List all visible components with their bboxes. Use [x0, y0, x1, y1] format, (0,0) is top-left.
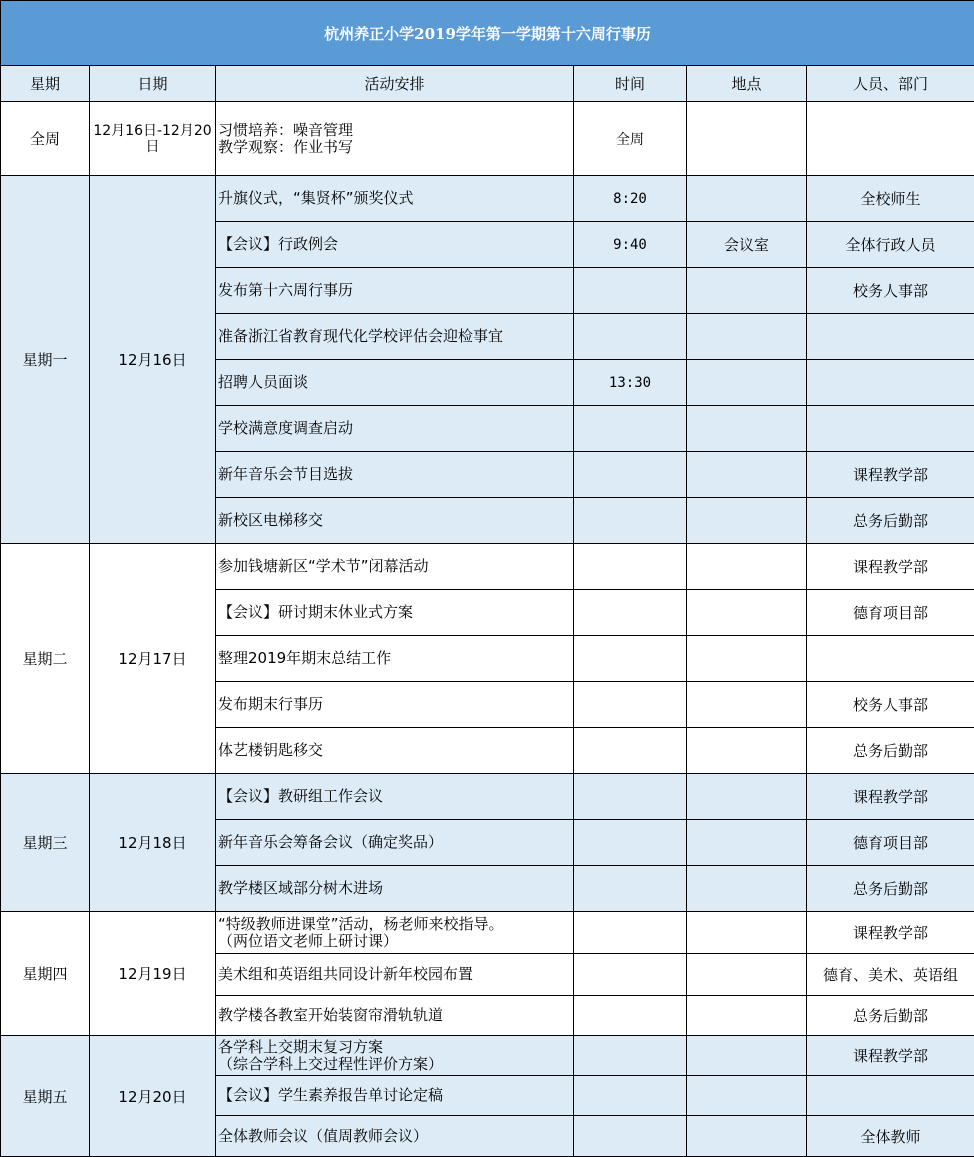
people-cell: 校务人事部 [807, 268, 974, 314]
time-cell [574, 636, 687, 682]
activity-cell: 参加钱塘新区“学术节”闭幕活动 [216, 544, 574, 590]
time-cell [574, 1116, 687, 1157]
activity-cell: 学校满意度调查启动 [216, 406, 574, 452]
place-cell [687, 912, 807, 954]
table-row [1, 774, 974, 820]
activity-cell: 美术组和英语组共同设计新年校园布置 [216, 954, 574, 996]
activity-cell: 发布第十六周行事历 [216, 268, 574, 314]
table-row [1, 912, 974, 954]
time-cell [574, 268, 687, 314]
people-cell: 课程教学部 [807, 452, 974, 498]
people-cell: 全体教师 [807, 1116, 974, 1157]
activity-cell: 习惯培养：噪音管理 教学观察：作业书写 [216, 102, 574, 176]
place-cell [687, 176, 807, 222]
people-cell: 总务后勤部 [807, 866, 974, 912]
time-cell [574, 954, 687, 996]
place-cell [687, 866, 807, 912]
date-cell: 12月16日 [90, 176, 216, 544]
activity-cell: 教学楼各教室开始装窗帘滑轨轨道 [216, 996, 574, 1036]
activity-cell: 新年音乐会筹备会议（确定奖品） [216, 820, 574, 866]
place-cell [687, 682, 807, 728]
activity-cell: 准备浙江省教育现代化学校评估会迎检事宜 [216, 314, 574, 360]
activity-cell: 【会议】学生素养报告单讨论定稿 [216, 1076, 574, 1116]
place-cell: 会议室 [687, 222, 807, 268]
activity-cell: 【会议】行政例会 [216, 222, 574, 268]
header-time: 时间 [574, 66, 687, 102]
place-cell [687, 774, 807, 820]
people-cell [807, 406, 974, 452]
people-cell: 总务后勤部 [807, 996, 974, 1036]
date-cell: 12月17日 [90, 544, 216, 774]
time-cell [574, 544, 687, 590]
place-cell [687, 728, 807, 774]
activity-cell: 体艺楼钥匙移交 [216, 728, 574, 774]
time-cell [574, 728, 687, 774]
header-date: 日期 [90, 66, 216, 102]
time-cell: 全周 [574, 102, 687, 176]
place-cell [687, 636, 807, 682]
date-cell: 12月20日 [90, 1036, 216, 1157]
people-cell: 德育项目部 [807, 590, 974, 636]
weekday-cell: 星期五 [1, 1036, 90, 1157]
time-cell [574, 498, 687, 544]
people-cell: 课程教学部 [807, 544, 974, 590]
activity-cell: 升旗仪式，“集贤杯”颁奖仪式 [216, 176, 574, 222]
people-cell: 总务后勤部 [807, 728, 974, 774]
people-cell: 课程教学部 [807, 774, 974, 820]
place-cell [687, 590, 807, 636]
place-cell [687, 544, 807, 590]
weekday-cell: 星期四 [1, 912, 90, 1036]
table-row [1, 544, 974, 590]
time-cell: 9:40 [574, 222, 687, 268]
place-cell [687, 1076, 807, 1116]
activity-cell: 【会议】研讨期末休业式方案 [216, 590, 574, 636]
activity-cell: 【会议】教研组工作会议 [216, 774, 574, 820]
activity-cell: 教学楼区域部分树木进场 [216, 866, 574, 912]
people-cell: 校务人事部 [807, 682, 974, 728]
title-row [1, 1, 974, 66]
time-cell [574, 1076, 687, 1116]
people-cell: 全校师生 [807, 176, 974, 222]
time-cell [574, 682, 687, 728]
place-cell [687, 452, 807, 498]
table-row [1, 102, 974, 176]
time-cell [574, 996, 687, 1036]
place-cell [687, 360, 807, 406]
time-cell [574, 452, 687, 498]
activity-cell: 各学科上交期末复习方案 （综合学科上交过程性评价方案） [216, 1036, 574, 1076]
date-cell: 12月19日 [90, 912, 216, 1036]
activity-cell: 整理2019年期末总结工作 [216, 636, 574, 682]
time-cell: 8:20 [574, 176, 687, 222]
activity-cell: “特级教师进课堂”活动，杨老师来校指导。 （两位语文老师上研讨课） [216, 912, 574, 954]
time-cell [574, 774, 687, 820]
activity-cell: 新年音乐会节目选拔 [216, 452, 574, 498]
page-title: 杭州养正小学2019学年第一学期第十六周行事历 [1, 1, 974, 66]
people-cell [807, 314, 974, 360]
date-cell: 12月18日 [90, 774, 216, 912]
people-cell [807, 360, 974, 406]
header-weekday: 星期 [1, 66, 90, 102]
people-cell: 德育项目部 [807, 820, 974, 866]
people-cell [807, 1076, 974, 1116]
place-cell [687, 314, 807, 360]
activity-cell: 全体教师会议（值周教师会议） [216, 1116, 574, 1157]
time-cell [574, 820, 687, 866]
place-cell [687, 954, 807, 996]
people-cell: 课程教学部 [807, 1036, 974, 1076]
weekday-cell: 星期二 [1, 544, 90, 774]
header-place: 地点 [687, 66, 807, 102]
place-cell [687, 498, 807, 544]
activity-cell: 发布期末行事历 [216, 682, 574, 728]
weekday-cell: 全周 [1, 102, 90, 176]
time-cell [574, 406, 687, 452]
activity-cell: 新校区电梯移交 [216, 498, 574, 544]
place-cell [687, 406, 807, 452]
place-cell [687, 996, 807, 1036]
weekday-cell: 星期一 [1, 176, 90, 544]
header-row [1, 66, 974, 102]
people-cell: 总务后勤部 [807, 498, 974, 544]
date-cell: 12月16日-12月20日 [90, 102, 216, 176]
people-cell: 德育、美术、英语组 [807, 954, 974, 996]
activity-cell: 招聘人员面谈 [216, 360, 574, 406]
time-cell [574, 1036, 687, 1076]
weekday-cell: 星期三 [1, 774, 90, 912]
header-people: 人员、部门 [807, 66, 974, 102]
time-cell [574, 590, 687, 636]
place-cell [687, 102, 807, 176]
people-cell [807, 102, 974, 176]
table-row [1, 176, 974, 222]
table-row [1, 1036, 974, 1076]
place-cell [687, 1036, 807, 1076]
header-activity: 活动安排 [216, 66, 574, 102]
people-cell: 课程教学部 [807, 912, 974, 954]
time-cell [574, 912, 687, 954]
people-cell [807, 636, 974, 682]
place-cell [687, 1116, 807, 1157]
time-cell [574, 314, 687, 360]
place-cell [687, 820, 807, 866]
people-cell: 全体行政人员 [807, 222, 974, 268]
time-cell: 13:30 [574, 360, 687, 406]
time-cell [574, 866, 687, 912]
place-cell [687, 268, 807, 314]
